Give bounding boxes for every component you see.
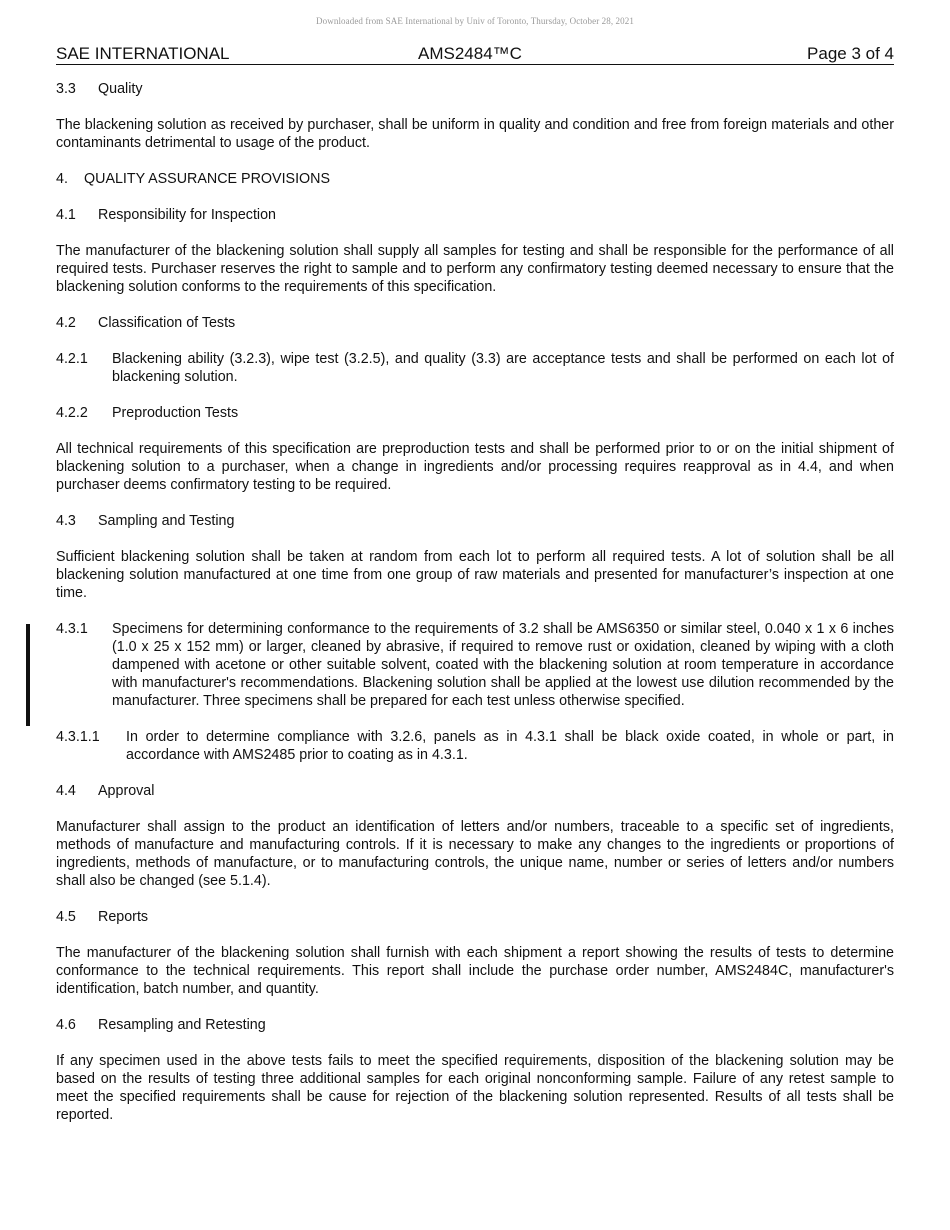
header-document-number: AMS2484™C [418,44,522,63]
section-number: 4.2.2 [56,405,88,421]
header-organization: SAE INTERNATIONAL [56,44,230,63]
section-4-4-heading [56,782,894,800]
section-title: QUALITY ASSURANCE PROVISIONS [84,171,331,187]
section-title: Resampling and Retesting [98,1017,266,1033]
section-number: 4.6 [56,1017,76,1033]
revision-change-bar [26,624,30,726]
section-title: Preproduction Tests [112,405,239,421]
download-watermark: Downloaded from SAE International by Univ of Toronto, Thursday, October 28, 2021 [316,16,634,26]
section-number: 4.2.1 [56,351,88,367]
page-header [56,44,894,65]
section-4-3-heading [56,512,894,530]
section-number: 4.3.1.1 [56,729,100,745]
section-4-3-text: Sufficient blackening solution shall be taken at random from each lot to perform all required tests. A lot of solution shall be all blackening solution manufactured at one time from one group of raw materials and presented for manufacturer’s inspection at one time. [56,549,894,601]
section-title: Classification of Tests [98,315,236,331]
section-number: 4.1 [56,207,76,223]
section-number: 4.2 [56,315,76,331]
section-title: Quality [98,81,143,97]
section-4-3-1 [56,620,894,710]
section-4-2-heading [56,314,894,332]
section-number: 4.3.1 [56,621,88,637]
section-4-2-2-text: All technical requirements of this specification are preproduction tests and shall be performed prior to or on the initial shipment of blackening solution to a purchaser, when a change in ingredients and/or processing requires reapproval as in 4.4, and when purchaser deems confirmatory testing to be required. [56,441,894,493]
section-number: 4.4 [56,783,76,799]
section-4-6-text: If any specimen used in the above tests fails to meet the specified requirements, disposition of the blackening solution may be based on the results of testing three additional samples for each original nonconforming sample. Failure of any retest sample to meet the specified requirements shall be cause for rejection of the blackening solution represented. Results of all tests shall be reported. [56,1053,894,1123]
section-4-2-1 [56,350,894,386]
section-number: 3.3 [56,81,76,97]
section-3-3-text: The blackening solution as received by purchaser, shall be uniform in quality and condition and free from foreign materials and other contaminants detrimental to usage of the product. [56,117,894,151]
section-4-2-2-heading [56,404,894,422]
section-4-heading [56,170,894,188]
section-4-3-1-text: Specimens for determining conformance to the requirements of 3.2 shall be AMS6350 or similar steel, 0.040 x 1 x 6 inches (1.0 x 25 x 152 mm) or larger, cleaned by abrasive, if required to remove rust or oxidation, cleaned by wiping with a cloth dampened with acetone or other suitable solvent, coated with the blackening solution at room temperature in accordance with manufacturer's recommendations. Blackening solution shall be applied at the lowest use dilution recommended by the manufacturer. Three specimens shall be prepared for each test unless otherwise specified. [112,621,894,709]
section-4-1-text: The manufacturer of the blackening solution shall supply all samples for testing and shall be responsible for the performance of all required tests. Purchaser reserves the right to sample and to perform any confirmatory testing deemed necessary to ensure that the blackening solution conforms to the requirements of this specification. [56,243,894,295]
section-number: 4. [56,171,68,187]
section-number: 4.5 [56,909,76,925]
section-number: 4.3 [56,513,76,529]
section-4-1-heading [56,206,894,224]
document-body [56,80,894,1142]
section-4-3-1-1-text: In order to determine compliance with 3.2.6, panels as in 4.3.1 shall be black oxide coated, in whole or part, in accordance with AMS2485 prior to coating as in 4.3.1. [126,729,894,763]
section-title: Reports [98,909,149,925]
header-page-number: Page 3 of 4 [807,44,894,63]
section-4-2-1-text: Blackening ability (3.2.3), wipe test (3.2.5), and quality (3.3) are acceptance tests and shall be performed on each lot of blackening solution. [112,351,894,385]
section-title: Approval [98,783,155,799]
section-4-4-text: Manufacturer shall assign to the product an identification of letters and/or numbers, traceable to a specific set of ingredients, methods of manufacture and manufacturing controls. If it is necessary to make any changes to the ingredients or proportions of ingredients, methods of manufacture, or to manufacturing controls, the unique name, number or series of letters and/or numbers shall also be changed (see 5.1.4). [56,819,894,889]
section-3-3-heading [56,80,894,98]
section-4-6-heading [56,1016,894,1034]
section-title: Sampling and Testing [98,513,235,529]
section-title: Responsibility for Inspection [98,207,277,223]
section-4-5-heading [56,908,894,926]
section-4-5-text: The manufacturer of the blackening solution shall furnish with each shipment a report showing the results of tests to determine conformance to the technical requirements. This report shall include the purchase order number, AMS2484C, manufacturer's identification, batch number, and quantity. [56,945,894,997]
section-4-3-1-1 [56,728,894,764]
